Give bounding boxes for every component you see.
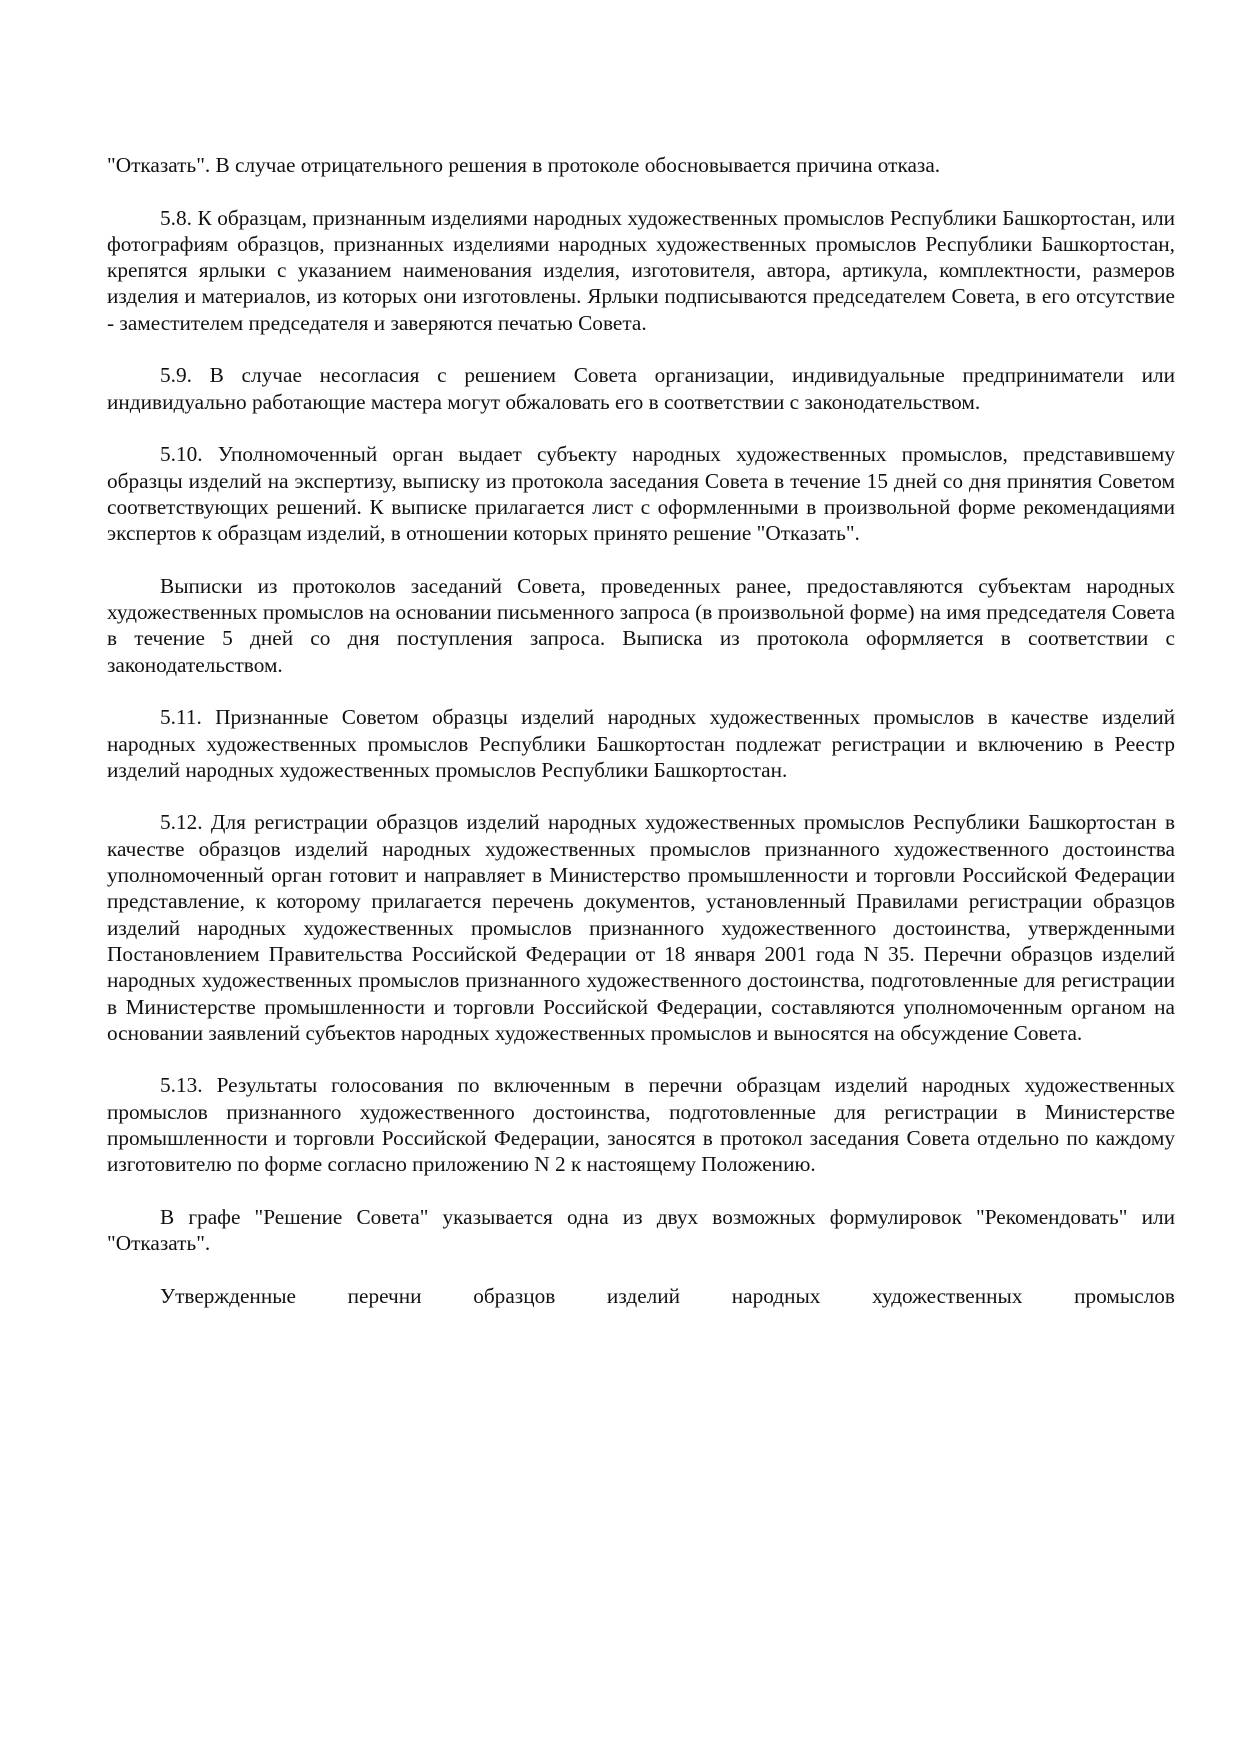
paragraph-5-10: 5.10. Уполномоченный орган выдает субъекту народных художественных промыслов, представившему образцы изделий на экспертизу, выписку из протокола заседания Совета в течение 15 дней со дня принятия Советом соответствующих решений. К выписке прилагается лист с оформленными в произвольной форме рекомендациями экспертов к образцам изделий, в отношении которых принято решение "Отказать".	[107, 442, 1175, 546]
paragraph-council-decision: В графе "Решение Совета" указывается одна из двух возможных формулировок "Рекомендовать" или "Отказать".	[107, 1204, 1175, 1256]
document-page	[107, 152, 1175, 1335]
paragraph-5-13: 5.13. Результаты голосования по включенным в перечни образцам изделий народных художественных промыслов признанного художественного достоинства, подготовленные для регистрации в Министерстве промышленности и торговли Российской Федерации, заносятся в протокол заседания Совета отдельно по каждому изготовителю по форме согласно приложению N 2 к настоящему Положению.	[107, 1073, 1175, 1177]
paragraph-5-9: 5.9. В случае несогласия с решением Совета организации, индивидуальные предприниматели или индивидуально работающие мастера могут обжаловать его в соответствии с законодательством.	[107, 363, 1175, 414]
paragraph-continuation-refusal: "Отказать". В случае отрицательного решения в протоколе обосновывается причина отказа.	[107, 153, 941, 177]
paragraph-5-11: 5.11. Признанные Советом образцы изделий народных художественных промыслов в качестве изделий народных художественных промыслов Республики Башкортостан подлежат регистрации и включению в Реестр изделий народных художественных промыслов Республики Башкортостан.	[107, 705, 1175, 782]
paragraph-extracts: Выписки из протоколов заседаний Совета, проведенных ранее, предоставляются субъектам народных художественных промыслов на основании письменного запроса (в произвольной форме) на имя председателя Совета в течение 5 дней со дня поступления запроса. Выписка из протокола оформляется в соответствии с законодательством.	[107, 573, 1175, 677]
paragraph-5-8: 5.8. К образцам, признанным изделиями народных художественных промыслов Республики Башкортостан, или фотографиям образцов, признанных изделиями народных художественных промыслов Республики Башкортостан, крепятся ярлыки с указанием наименования изделия, изготовителя, автора, артикула, комплектности, размеров изделия и материалов, из которых они изготовлены. Ярлыки подписываются председателем Совета, в его отсутствие - заместителем председателя и заверяются печатью Совета.	[107, 205, 1175, 335]
paragraph-approved-lists: Утвержденные перечни образцов изделий народных художественных промыслов	[160, 1283, 1175, 1308]
paragraph-5-12: 5.12. Для регистрации образцов изделий народных художественных промыслов Республики Башкортостан в качестве образцов изделий народных художественных промыслов признанного художественного достоинства уполномоченный орган готовит и направляет в Министерство промышленности и торговли Российской Федерации представление, к которому прилагается перечень документов, установленный Правилами регистрации образцов изделий народных художественных промыслов признанного художественного достоинства, утвержденными Постановлением Правительства Российской Федерации от 18 января 2001 года N 35. Перечни образцов изделий народных художественных промыслов признанного художественного достоинства, подготовленные для регистрации в Министерстве промышленности и торговли Российской Федерации, составляются уполномоченным органом на основании заявлений субъектов народных художественных промыслов и выносятся на обсуждение Совета.	[107, 810, 1175, 1045]
